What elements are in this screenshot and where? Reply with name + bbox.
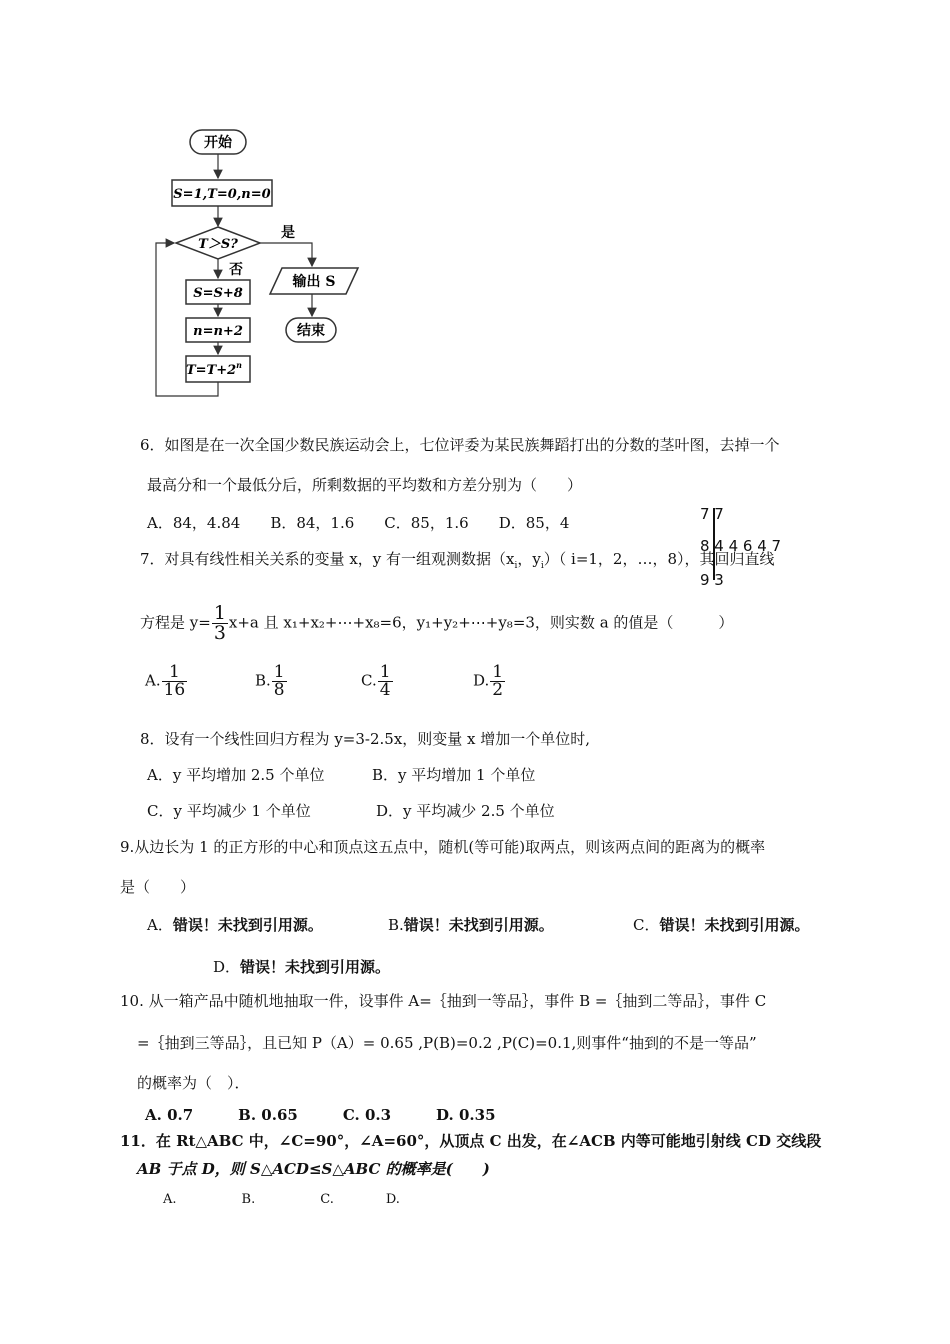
q10-text-line1: 10. 从一箱产品中随机地抽取一件，设事件 A=｛抽到一等品｝，事件 B =｛抽到二等品｝，事件 C: [120, 992, 767, 1010]
q8-text-line1: 8．设有一个线性回归方程为 y=3-2.5x，则变量 x 增加一个单位时,: [140, 730, 591, 748]
flow-no-label: 否: [229, 262, 243, 278]
flow-init-label: S=1,T=0,n=0: [173, 187, 271, 202]
flow-yes-label: 是: [281, 225, 295, 241]
stem-leaf-row-2: 8 4 4 6 4 7: [700, 537, 782, 555]
q7-option-d: D. $\frac{1}{2}$: [473, 662, 504, 700]
q11-text-line1: 11．在 Rt△ABC 中，∠C=90°，∠A=60°，从顶点 C 出发，在∠ACB 内等可能地引射线 CD 交线段: [120, 1132, 822, 1150]
flow-step1-label: S=S+8: [193, 286, 243, 301]
flow-end-label: 结束: [297, 323, 325, 339]
q6-text-line2: 最高分和一个最低分后，所剩数据的平均数和方差分别为（ ）: [147, 476, 583, 494]
q10-text-line2: =｛抽到三等品｝，且已知 P（A）= 0.65 ,P(B)=0.2 ,P(C)=0.1,则事件“抽到的不是一等品”: [137, 1034, 757, 1052]
flowchart: [140, 120, 380, 410]
q6-text-line1: 6．如图是在一次全国少数民族运动会上，七位评委为某民族舞蹈打出的分数的茎叶图，去掉一个: [140, 436, 780, 454]
q8-option-b: B．y 平均增加 1 个单位: [372, 766, 536, 784]
q7-text-line2: 方程是 y= $\frac{1}{3}$ x+a 且 x₁+x₂+⋯+x₈=6，y₁+y₂+⋯+y₈=3，则实数 a 的值是（ ）: [140, 602, 734, 644]
q8-option-d: D．y 平均减少 2.5 个单位: [376, 802, 555, 820]
q7-option-b: B. $\frac{1}{8}$: [255, 662, 285, 700]
flow-step2-label: n=n+2: [193, 324, 243, 339]
q9-text-line2: 是（ ）: [120, 878, 196, 896]
q9-option-c: C．错误！未找到引用源。: [633, 916, 810, 934]
q11-text-line2: AB 于点 D，则 S△ACD≤S△ABC 的概率是( ): [137, 1160, 490, 1178]
q9-option-a: A．错误！未找到引用源。: [147, 916, 323, 934]
q7-coefficient-fraction: $\frac{1}{3}$: [213, 602, 226, 644]
q9-text-line1: 9.从边长为 1 的正方形的中心和顶点这五点中，随机(等可能)取两点，则该两点间的距离为的概率: [120, 838, 766, 856]
q10-options: A. 0.7 B. 0.65 C. 0.3 D. 0.35: [145, 1106, 496, 1124]
q8-option-c: C．y 平均减少 1 个单位: [147, 802, 311, 820]
q7-option-a: A. $\frac{1}{16}$: [145, 662, 186, 700]
q6-options: A．84，4.84 B．84，1.6 C．85，1.6 D．85，4: [147, 514, 570, 532]
q7-text-line1: 7．对具有线性相关关系的变量 x，y 有一组观测数据（$x_i$，$y_i$）（ i=1，2，…，8），其回归直线: [140, 550, 775, 571]
q8-option-a: A．y 平均增加 2.5 个单位: [147, 766, 325, 784]
q11-options: A. B. C. D.: [163, 1192, 400, 1207]
flow-output-label: 输出 S: [292, 274, 336, 290]
q9-option-b: B.错误！未找到引用源。: [388, 916, 554, 934]
q7-options: [145, 664, 533, 699]
q9-option-d: D．错误！未找到引用源。: [213, 958, 391, 976]
flow-step3-label: $T=T+2^n$: [185, 360, 243, 378]
q10-text-line3: 的概率为（ ）．: [137, 1074, 250, 1092]
flow-start-label: 开始: [204, 135, 232, 151]
stem-leaf-row-3: 9 3: [700, 571, 724, 589]
flow-condition-label: T＞S?: [198, 237, 238, 252]
stem-leaf-row-1: 7 7: [700, 505, 724, 523]
q7-option-c: C. $\frac{1}{4}$: [361, 662, 391, 700]
